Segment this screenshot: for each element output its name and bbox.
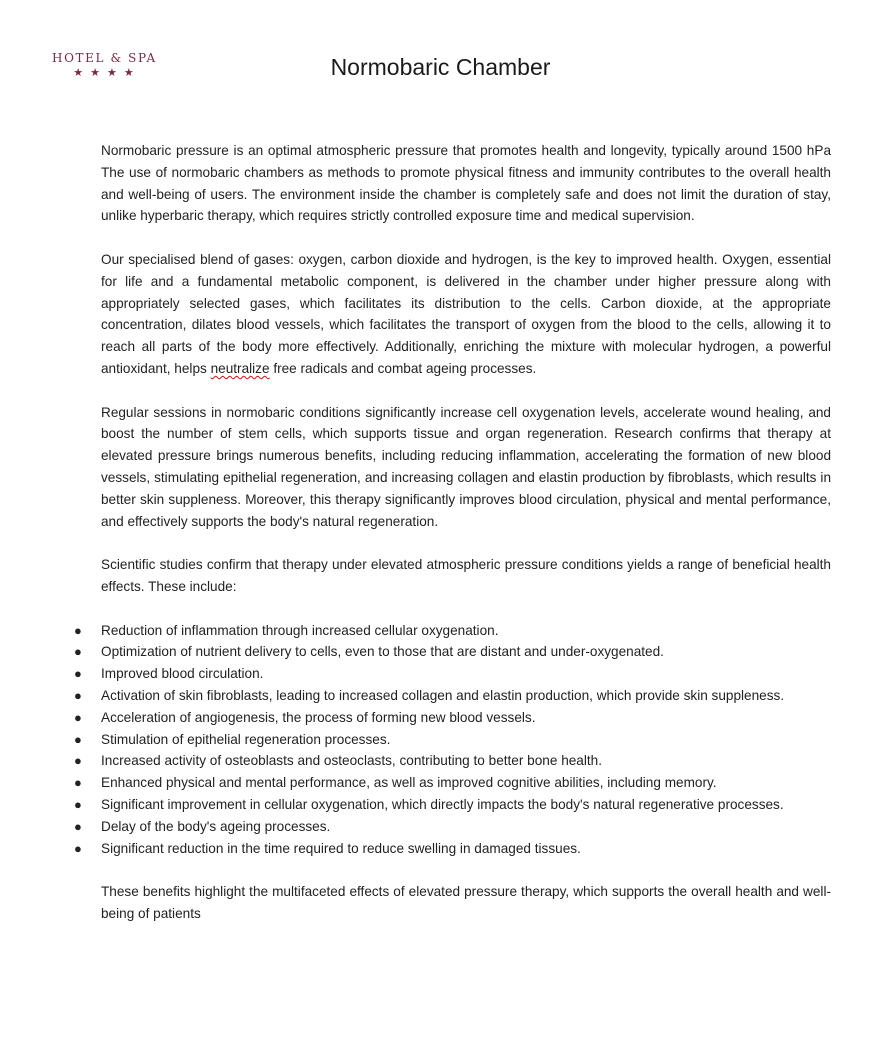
closing-paragraph: These benefits highlight the multifaceted effects of elevated pressure therapy, which supports the overall health and well-being of patients	[101, 884, 831, 921]
list-item	[74, 838, 831, 860]
bullet-icon: ●	[74, 687, 82, 703]
logo-stars-icon: ★★★★	[73, 67, 141, 79]
list-item	[74, 641, 831, 663]
gas-blend-paragraph	[101, 249, 831, 380]
list-item-text: Improved blood circulation.	[101, 666, 264, 682]
bullet-icon: ●	[74, 796, 82, 812]
bullet-icon: ●	[74, 818, 82, 834]
bullet-icon: ●	[74, 666, 82, 682]
gas-blend-text-1: Our specialised blend of gases: oxygen, carbon dioxide and hydrogen, is the key to improved health. Oxygen, essential for life and a fundamental metabolic component, is delivered in the chamber under higher pressure along with appropriately selected gases, which facilitates its distribution to the cells. Carbon dioxide, at the appropriate concentration, dilates blood vessels, which facilitates the transport of oxygen from the blood to the cells, allowing it to reach all parts of the body more effectively. Additionally, enriching the mixture with molecular hydrogen, a powerful antioxidant, helps	[101, 251, 831, 376]
list-item-text: Optimization of nutrient delivery to cells, even to those that are distant and under-oxygenated.	[101, 644, 664, 660]
list-item	[74, 772, 831, 794]
list-item-text: Significant reduction in the time required to reduce swelling in damaged tissues.	[101, 840, 581, 856]
studies-paragraph: Scientific studies confirm that therapy under elevated atmospheric pressure conditions yields a range of beneficial health effects. These include:	[101, 557, 831, 594]
intro-paragraph: Normobaric pressure is an optimal atmospheric pressure that promotes health and longevity, typically around 1500 hPa The use of normobaric chambers as methods to promote physical fitness and immunity contributes to the overall health and well-being of users. The environment inside the chamber is completely safe and does not limit the duration of stay, unlike hyperbaric therapy, which requires strictly controlled exposure time and medical supervision.	[101, 143, 831, 224]
bullet-icon: ●	[74, 775, 82, 791]
list-item-text: Increased activity of osteoblasts and osteoclasts, contributing to better bone health.	[101, 753, 603, 769]
benefits-list	[74, 620, 831, 860]
bullet-icon: ●	[74, 731, 82, 747]
regular-sessions-paragraph: Regular sessions in normobaric conditions significantly increase cell oxygenation levels, accelerate wound healing, and boost the number of stem cells, which supports tissue and organ regeneration. Research confirms that therapy at elevated pressure brings numerous benefits, including reducing inflammation, accelerating the formation of new blood vessels, stimulating epithelial regeneration, and increasing collagen and elastin production by fibroblasts, which results in better skin suppleness. Moreover, this therapy significantly improves blood circulation, physical and mental performance, and effectively supports the body's natural regeneration.	[101, 404, 831, 529]
bullet-icon: ●	[74, 644, 82, 660]
document-body	[74, 140, 831, 925]
list-item	[74, 794, 831, 816]
bullet-icon: ●	[74, 753, 82, 769]
list-item	[74, 750, 831, 772]
list-item-text: Delay of the body's ageing processes.	[101, 818, 331, 834]
gas-blend-text-2: free radicals and combat ageing processes.	[269, 360, 537, 376]
list-item	[74, 707, 831, 729]
list-item	[74, 816, 831, 838]
list-item-text: Acceleration of angiogenesis, the process of forming new blood vessels.	[101, 709, 536, 725]
list-item	[74, 620, 831, 642]
bullet-icon: ●	[74, 840, 82, 856]
list-item	[74, 685, 831, 707]
list-item-text: Activation of skin fibroblasts, leading to increased collagen and elastin production, which provide skin suppleness.	[101, 687, 785, 703]
page-title: Normobaric Chamber	[330, 54, 551, 80]
logo-text: HOTEL & SPA	[52, 51, 157, 65]
bullet-icon: ●	[74, 709, 82, 725]
list-item-text: Reduction of inflammation through increased cellular oxygenation.	[101, 622, 499, 638]
spelling-flagged-word[interactable]: neutralize	[210, 360, 270, 376]
list-item	[74, 663, 831, 685]
list-item	[74, 729, 831, 751]
list-item-text: Enhanced physical and mental performance, as well as improved cognitive abilities, including memory.	[101, 775, 717, 791]
list-item-text: Significant improvement in cellular oxygenation, which directly impacts the body's natural regenerative processes.	[101, 796, 784, 812]
list-item-text: Stimulation of epithelial regeneration processes.	[101, 731, 391, 747]
bullet-icon: ●	[74, 622, 82, 638]
